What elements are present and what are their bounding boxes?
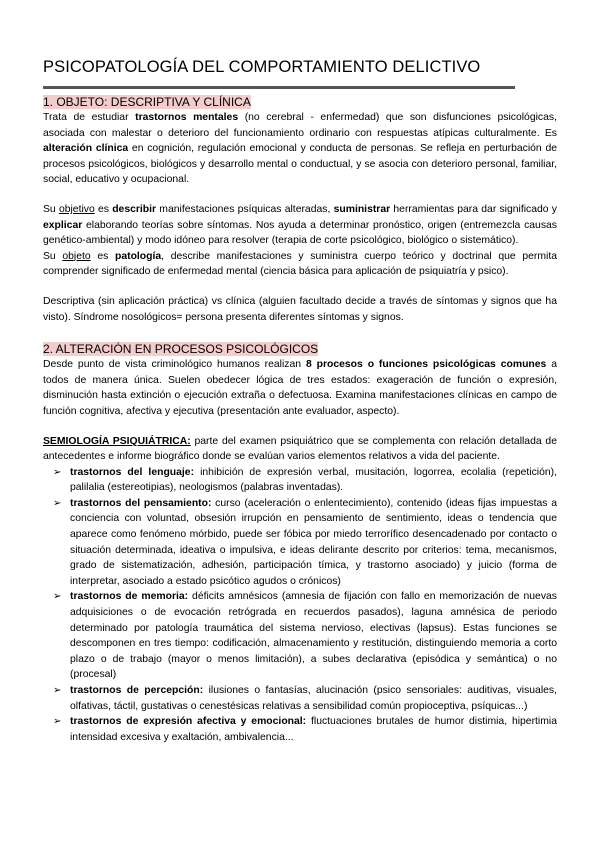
text-run: a todos de manera única. Suelen obedecer lógica de tres estados: exageración de función o expresión, disminución hasta extinción o ejecución extraña o defectuosa. Examina manifestaciones clínicas en campo de función cognitiva, afectiva y ejecutiva (presentación ante evaluador, aspecto). [43,359,557,417]
section-1-paragraph-2 [43,202,557,249]
spacer [43,188,557,202]
text-run: es [94,203,113,215]
bold-term: trastornos del lenguaje: [70,466,195,478]
trastornos-list [43,465,557,746]
spacer [43,280,557,294]
text-run: Desde punto de vista criminológico humanos realizan [43,359,306,371]
section-1-heading [43,94,557,110]
text-run: déficits amnésicos (amnesia de fijación con fallo en memorización de nuevas adquisiciones o de evocación retrógrada en recuerdos pasados), laguna amnésica de periodo determinado por patología traumática del sistema nervioso, electivas (lapsus). Estas funciones se descomponen en tres tiempo: codificación, almacenamiento y restitución, distinguiendo memoria a corto plazo o de trabajo (mayor o menos limitación), a subes declarativa (episódica y semántica) o no (procesal) [70,591,557,681]
text-run: inhibición de expresión verbal, musitación, logorrea, ecolalia (repetición), palilalia (estereotipias), neologismos (palabras inventadas). [70,466,557,494]
text-run: herramientas para dar significado y [390,203,557,215]
underlined-term: objeto [62,250,91,262]
bold-term: describir [112,203,157,215]
bold-term: explicar [43,219,83,231]
text-run: ilusiones o fantasías, alucinación (psico sensoriales: auditivas, visuales, olfativas, táctil, gustativas o cenestésicas relativas a sensibilidad común propioceptiva, psíquicas...) [70,685,557,712]
bold-term: trastornos de memoria: [70,591,189,603]
arrow-bullet-icon: ➢ [53,716,62,728]
text-run: , describe manifestaciones y suministra cuerpo teórico y doctrinal que permita comprender significado de enfermedad mental (ciencia básica para aplicación de psiquiatría y psico). [43,250,557,278]
text-run: fluctuaciones brutales de humor distimia, hipertimia intensidad excesiva y exaltación, ambivalencia... [70,716,557,743]
text-run: parte del examen psiquiátrico que se complementa con relación detallada de antecedentes e informe biográfico donde se evalúan varios elementos relativos a vida del paciente. [43,435,557,463]
text-run: en cognición, regulación emocional y conducta de personas. Se refleja en perturbación de procesos psicológicos, biológicos y desarrollo mental o conductual, y se asocia con deterioro personal, familiar, social, educativo y ocupacional. [43,143,557,186]
section-1-paragraph-3 [43,249,557,280]
bold-term: suministrar [333,203,391,215]
arrow-bullet-icon: ➢ [53,591,62,603]
bold-term: trastornos del pensamiento: [70,497,212,509]
section-2-heading-text: 2. ALTERACIÓN EN PROCESOS PSICOLÓGICOS [43,342,319,357]
text-run: es [90,250,115,262]
spacer [43,325,557,341]
text-run: elaborando teorías sobre síntomas. Nos ayuda a determinar pronóstico, origen (entremezcla causas genético-ambiental) y modo idóneo para resolver (terapia de corte psicológico, biológico o sistemático). [43,219,557,247]
text-run: (no cerebral - enfermedad) que son disfunciones psicológicas, asociada con malestar o deterioro del funcionamiento ordinario con respuestas atípicas culturalmente. Es [43,112,557,139]
spacer [43,420,557,434]
text-run: curso (aceleración o enlentecimiento), contenido (ideas fijas impuestas a conciencia con voluntad, obsesión irrupción en pensamiento de sentimiento, ideas o tendencia que aparece como fenómeno mórbido, puede ser fóbica por miedo terrorífico desencadenado por contacto o situación determinada, ideativa o impulsiva, e ideas delirante descrito por criterios: tema, mecanismos, grado de sistematización, adhesión, participación tímica, y trastorno asociado) y juicio (forma de interpretar, asociado a estado psicótico agudos o crónicos) [70,497,557,587]
bold-term: trastornos mentales [135,112,239,123]
text-run: Trata de estudiar [43,112,136,123]
bold-term: 8 procesos o funciones psicológicas comunes [305,359,547,371]
bold-term: trastornos de expresión afectiva y emocional: [70,716,307,728]
bold-term: trastornos de percepción: [70,685,204,696]
document-body [43,94,557,745]
title-underline-rule [43,86,515,89]
text-run: manifestaciones psíquicas alteradas, [156,203,334,215]
arrow-bullet-icon: ➢ [53,466,62,478]
text-run: Su [43,203,59,215]
semiologia-heading: SEMIOLOGÍA PSIQUIÁTRICA: [43,435,191,447]
list-item [53,496,557,590]
semiologia-paragraph [43,434,557,465]
list-item [53,683,557,714]
list-item [53,714,557,745]
section-1-paragraph-1 [43,110,557,188]
arrow-bullet-icon: ➢ [53,497,62,509]
underlined-term: objetivo [58,203,95,215]
section-1-heading-text: 1. OBJETO: DESCRIPTIVA Y CLÍNICA [43,95,251,109]
list-item [53,465,557,496]
section-2-heading [43,341,557,357]
list-item [53,589,557,683]
bold-term: patología [114,250,162,262]
page-title: PSICOPATOLOGÍA DEL COMPORTAMIENTO DELICTIVO [43,58,481,76]
section-2-paragraph-1 [43,357,557,419]
section-1-paragraph-4: Descriptiva (sin aplicación práctica) vs clínica (alguien facultado decide a través de síntomas y signos que ha visto). Síndrome nosológicos= persona presenta diferentes síntomas y signos. [43,295,557,323]
bold-term: alteración clínica [43,143,129,155]
text-run: Su [43,250,63,262]
arrow-bullet-icon: ➢ [53,685,62,696]
